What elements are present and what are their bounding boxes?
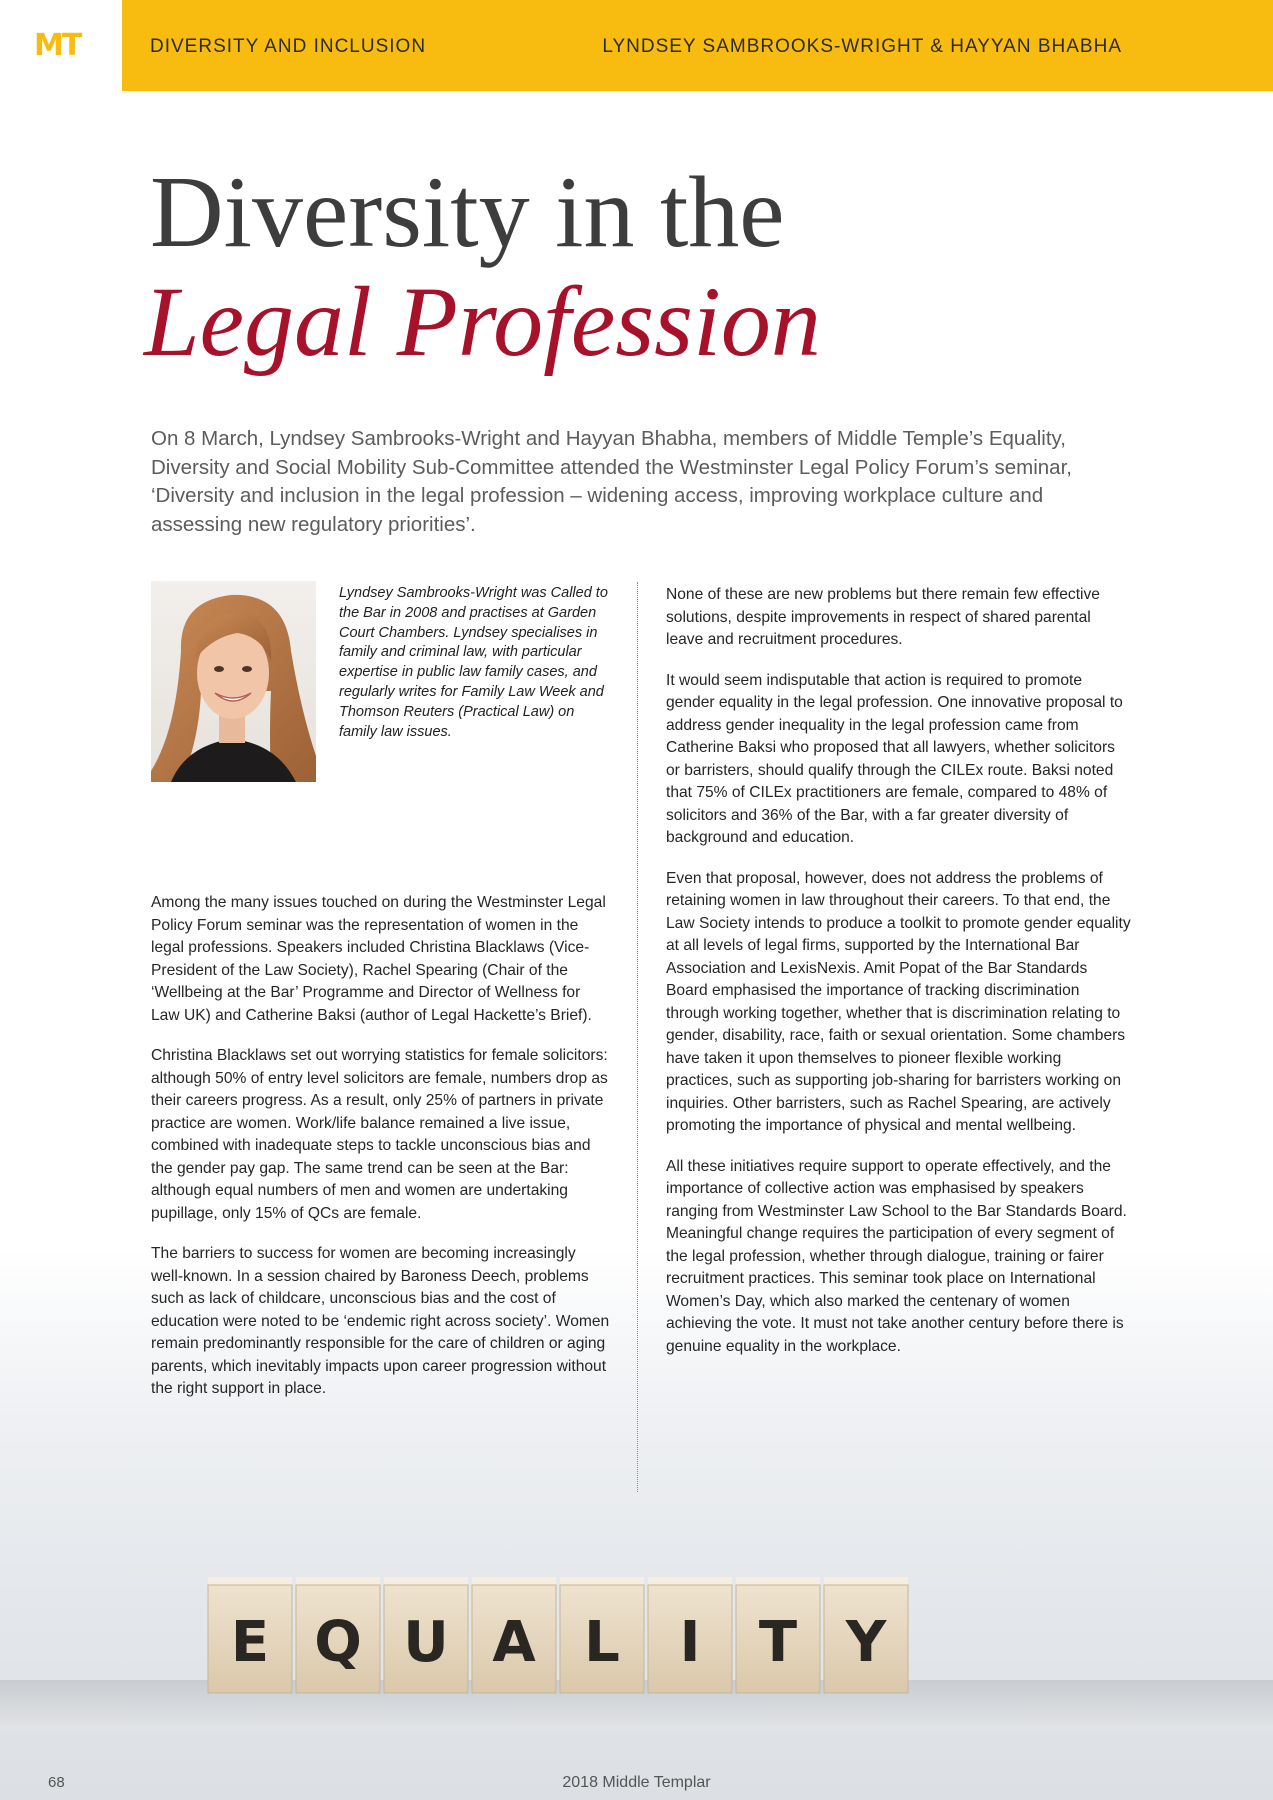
left-paragraph-2: Christina Blacklaws set out worrying statistics for female solicitors: although 50% of entry level solicitors are female, numbers drop as their careers progress. As a result, only 25% of partners in private practice are women. Work/life balance remained a live issue, combined with inadequate steps to tackle unconscious bias and the gender pay gap. The same trend can be seen at the Bar: although equal numbers of men and women are undertaking pupillage, only 15% of QCs are female.	[151, 1047, 608, 1222]
section-label: DIVERSITY AND INCLUSION	[150, 36, 427, 57]
right-paragraph-3: Even that proposal, however, does not address the problems of retaining women in law throughout their careers. To that end, the Law Society intends to produce a toolkit to promote gender equality at all levels of legal firms, supported by the International Bar Association and LexisNexis. Amit Popat of the Bar Standards Board emphasised the importance of tracking discrimination through working together, whether that is discrimination relating to gender, disability, race, faith or sexual orientation. Some chambers have taken it upon themselves to pioneer flexible working practices, such as supporting job-sharing for barristers working on inquiries. Other barristers, such as Rachel Spearing, are actively promoting the importance of physical and mental wellbeing.	[666, 869, 1131, 1134]
equality-block-y-7	[824, 1577, 908, 1693]
left-paragraph-1: Among the many issues touched on during the Westminster Legal Policy Forum seminar was the representation of women in the legal professions. Speakers included Christina Blacklaws (Vice-President of the Law Society), Rachel Spearing (Chair of the ‘Wellbeing at the Bar’ Programme and Director of Wellness for Law UK) and Catherine Baksi (author of Legal Hackette’s Brief).	[151, 894, 606, 1024]
publication-title: 2018 Middle Templar	[562, 1774, 711, 1791]
title-line-2: Legal Profession	[144, 266, 821, 377]
equality-letter: Q	[314, 1610, 362, 1675]
author-names: LYNDSEY SAMBROOKS-WRIGHT & HAYYAN BHABHA	[602, 36, 1122, 57]
author-portrait-photo	[151, 581, 316, 782]
right-paragraph-2: It would seem indisputable that action is required to promote gender equality in the legal profession. One innovative proposal to address gender inequality in the legal profession came from Catherine Baksi who proposed that all lawyers, whether solicitors or barristers, should qualify through the CILEx route. Baksi noted that 75% of CILEx practitioners are female, compared to 48% of solicitors and 36% of the Bar, with a far greater diversity of background and education.	[666, 671, 1123, 846]
equality-block-u-2	[384, 1577, 468, 1693]
right-paragraph-4: All these initiatives require support to operate effectively, and the importance of collective action was emphasised by speakers ranging from Westminster Law School to the Bar Standards Board. Meaningful change requires the participation of every segment of the legal profession, whether through dialogue, training or fairer recruitment practices. This seminar took place on International Women’s Day, which also marked the centenary of women achieving the vote. It must not take another century before there is genuine equality in the workplace.	[666, 1157, 1127, 1355]
equality-letter: A	[492, 1610, 536, 1675]
equality-letter: E	[230, 1610, 270, 1675]
equality-block-t-6	[736, 1577, 820, 1693]
equality-block-a-3	[472, 1577, 556, 1693]
author-bio-caption: Lyndsey Sambrooks-Wright was Called to the Bar in 2008 and practises at Garden Court Chambers. Lyndsey specialises in family and criminal law, with particular expertise in public law family cases, and regularly writes for Family Law Week and Thomson Reuters (Practical Law) on family law issues.	[339, 585, 608, 740]
equality-letter: Y	[845, 1610, 887, 1675]
equality-letter: T	[758, 1610, 798, 1675]
logo-box	[0, 0, 122, 91]
mt-logo: MT	[34, 28, 81, 63]
page-number: 68	[48, 1774, 65, 1791]
title-line-1: Diversity in the	[150, 156, 785, 269]
equality-letter: U	[403, 1610, 449, 1675]
equality-block-l-4	[560, 1577, 644, 1693]
right-paragraph-1: None of these are new problems but there remain few effective solutions, despite improvements in respect of shared parental leave and recruitment procedures.	[666, 586, 1100, 648]
left-column	[151, 892, 611, 1419]
equality-letter: L	[584, 1610, 620, 1675]
equality-block-q-1	[296, 1577, 380, 1693]
equality-letter: I	[679, 1610, 701, 1675]
left-paragraph-3: The barriers to success for women are becoming increasingly well-known. In a session chaired by Baroness Deech, problems such as lack of childcare, unconscious bias and the cost of education were noted to be ‘endemic right across society’. Women remain predominantly responsible for the care of children or aging parents, which inevitably impacts upon career progression without the right support in place.	[151, 1245, 610, 1397]
equality-block-i-5	[648, 1577, 732, 1693]
intro-paragraph: On 8 March, Lyndsey Sambrooks-Wright and Hayyan Bhabha, members of Middle Temple’s Equality, Diversity and Social Mobility Sub-Committee attended the Westminster Legal Policy Forum’s seminar, ‘Diversity and inclusion in the legal profession – widening access, improving workplace culture and assessing new regulatory priorities’.	[151, 427, 1072, 536]
column-divider	[637, 582, 638, 1492]
right-column	[666, 584, 1131, 1376]
equality-blocks-image	[0, 1560, 1273, 1730]
equality-block-e-0	[208, 1577, 292, 1693]
header-bar	[122, 0, 1273, 91]
